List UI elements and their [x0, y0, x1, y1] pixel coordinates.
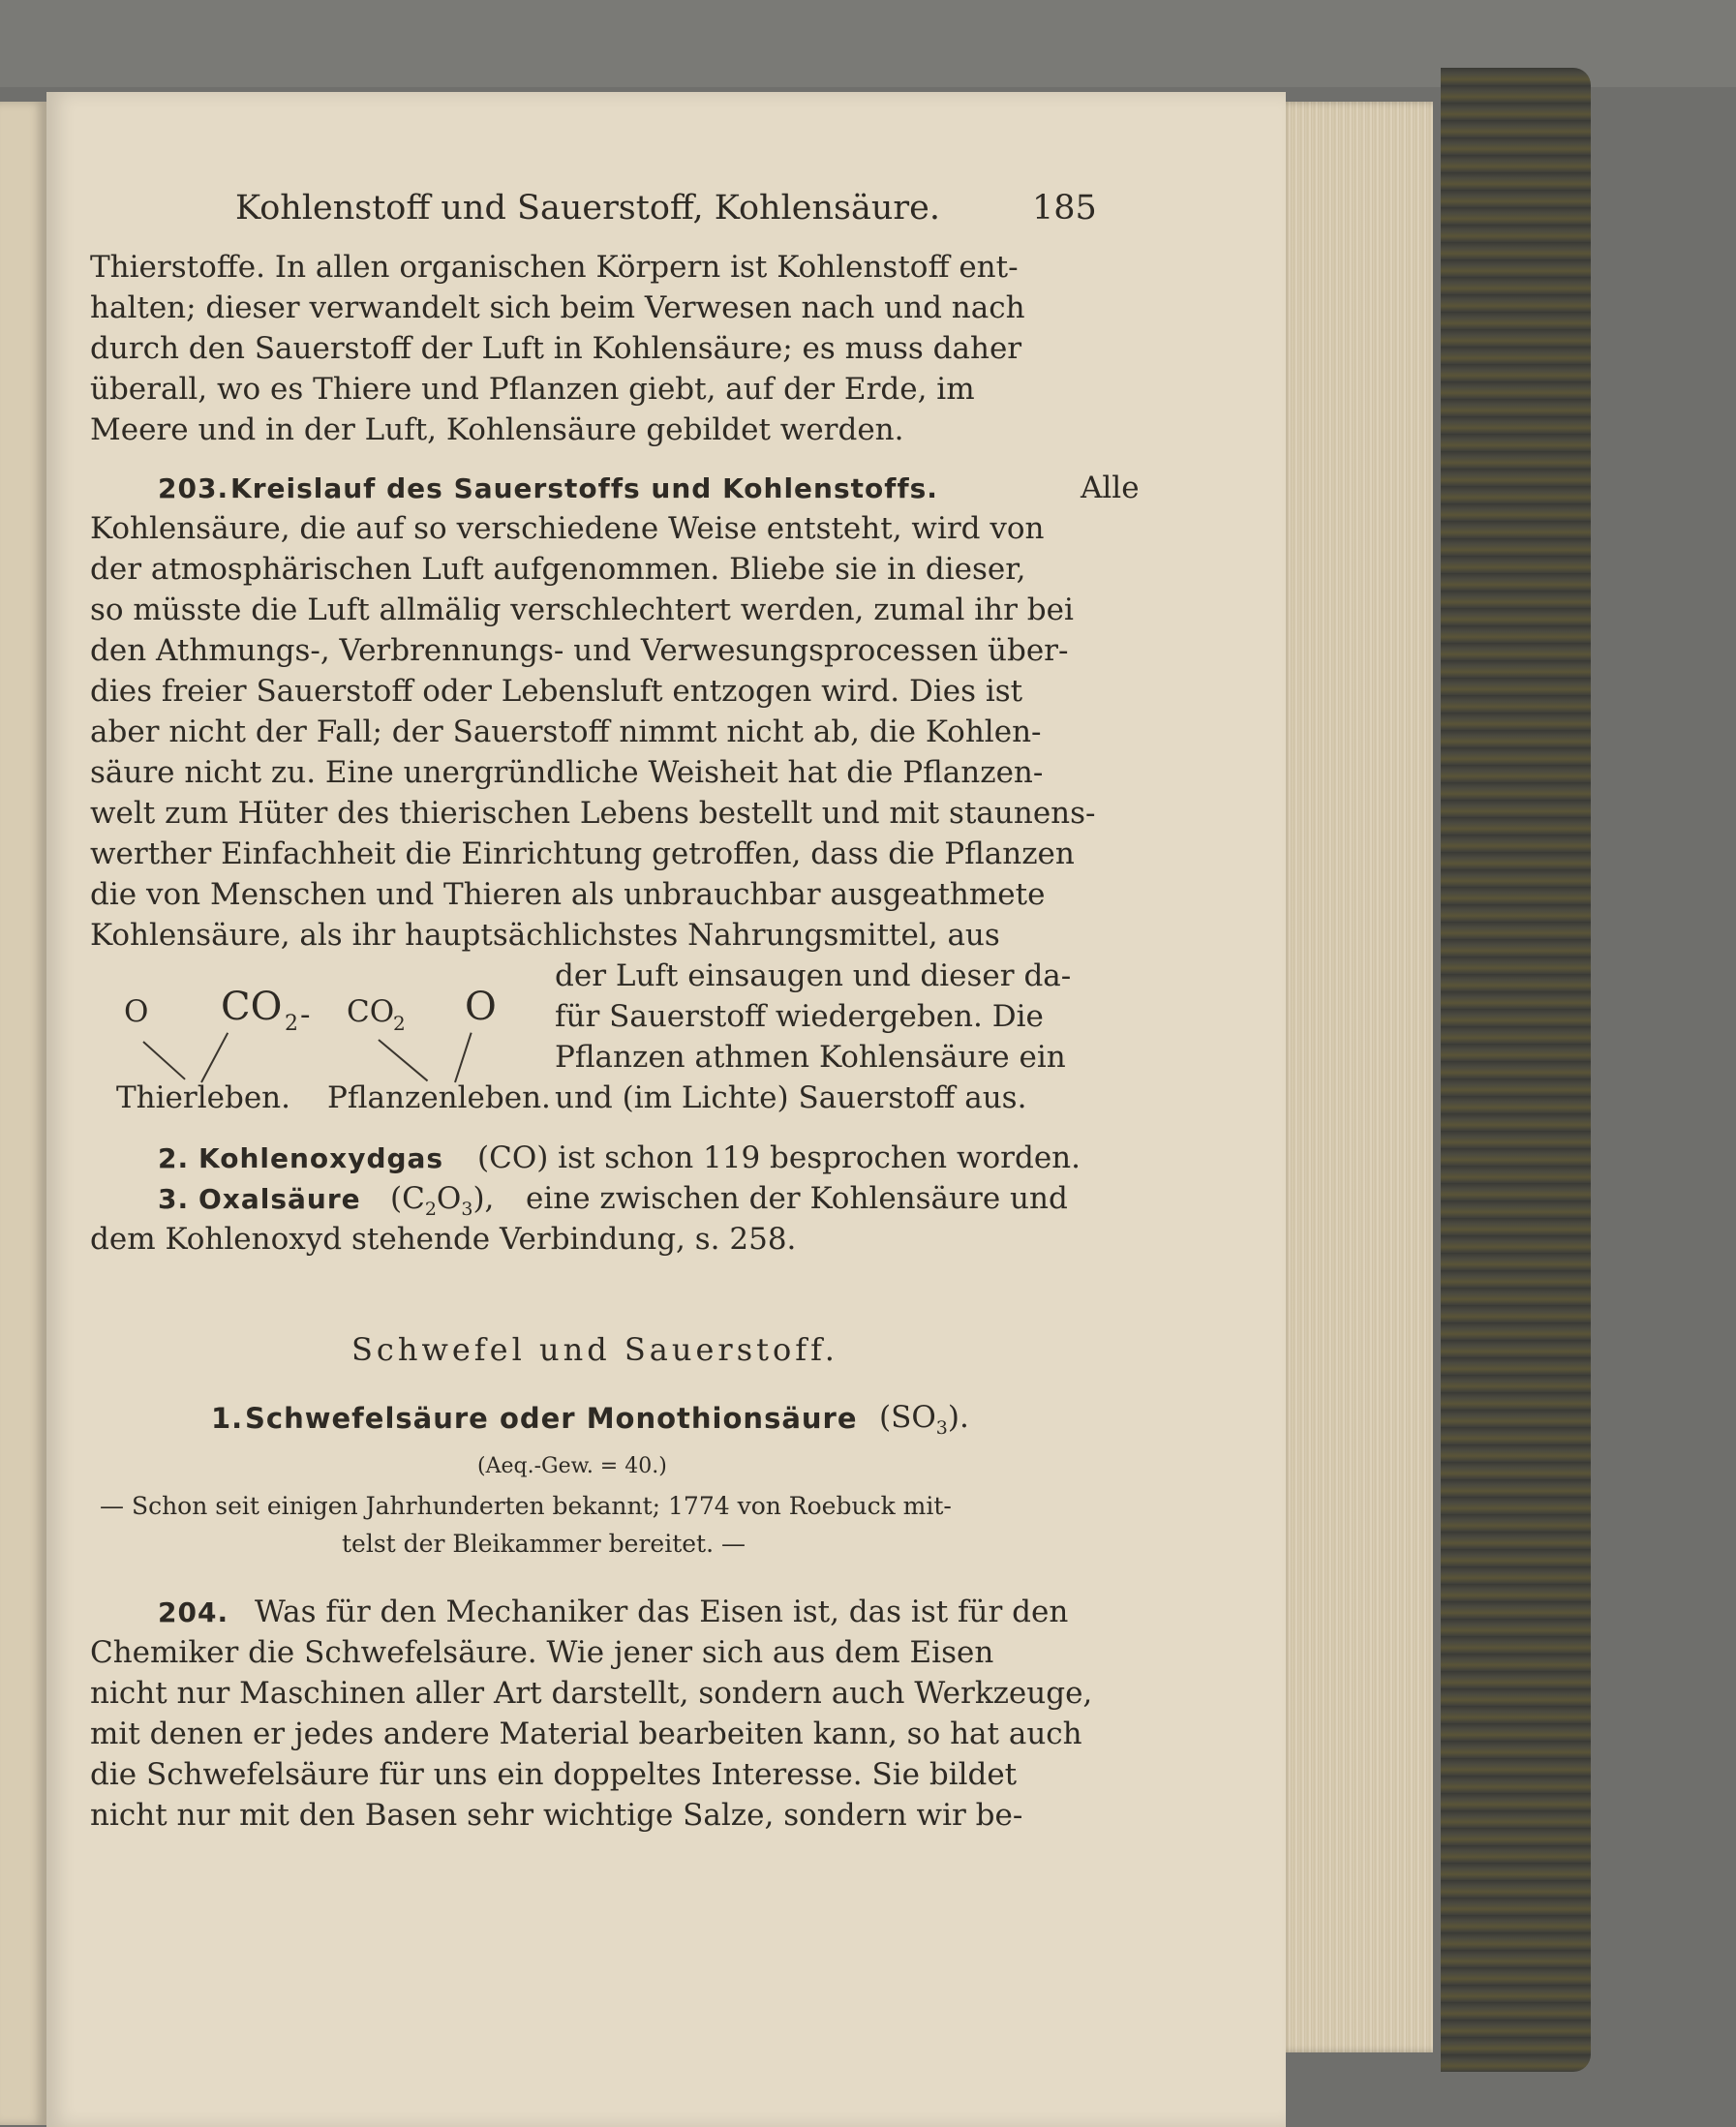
formula-sub: 3 [461, 1199, 473, 1221]
formula-sub: 2 [424, 1199, 437, 1221]
formula-part: (C [390, 1181, 425, 1216]
section-number: 204. [158, 1596, 229, 1628]
history-note: — Schon seit einigen Jahrhunderten bekannt; 1774 von Roebuck mit- [100, 1492, 952, 1520]
diagram-o-left: O [124, 994, 149, 1029]
text-line: dies freier Sauerstoff oder Lebensluft entzogen wird. Dies ist [90, 674, 1023, 709]
text-line: den Athmungs-, Verbrennungs- und Verwesungsprocessen über- [90, 633, 1069, 668]
text-line: die Schwefelsäure für uns ein doppeltes Interesse. Sie bildet [90, 1757, 1018, 1792]
text-line: Pflanzen athmen Kohlensäure ein [555, 1040, 1066, 1075]
text-line: so müsste die Luft allmälig verschlechtert werden, zumal ihr bei [90, 593, 1074, 627]
text-line: (CO) ist schon 119 besprochen worden. [477, 1140, 1081, 1175]
diagram-co2-big: CO [221, 985, 283, 1029]
page-number: 185 [1032, 189, 1097, 228]
text-line: mit denen er jedes andere Material bearbeiten kann, so hat auch [90, 1717, 1082, 1751]
text-line: eine zwischen der Kohlensäure und [526, 1181, 1068, 1216]
item-name: Kohlenoxydgas [198, 1142, 444, 1174]
arrow-line [454, 1032, 472, 1082]
formula-sub: 3 [935, 1417, 948, 1440]
arrow-line [200, 1032, 228, 1082]
diagram-sub-small: 2 [393, 1012, 406, 1035]
section-number: 203. [158, 472, 229, 504]
text-line: Alle [1081, 471, 1140, 505]
equivalent-weight: (Aeq.-Gew. = 40.) [477, 1454, 667, 1478]
formula-part: ), [472, 1181, 495, 1216]
diagram-co2-small: CO [347, 994, 395, 1029]
text-line: werther Einfachheit die Einrichtung getroffen, dass die Pflanzen [90, 836, 1075, 871]
diagram-o-right: O [465, 985, 497, 1029]
text-line: Kohlensäure, die auf so verschiedene Weise entsteht, wird von [90, 511, 1045, 546]
text-line: durch den Sauerstoff der Luft in Kohlensäure; es muss daher [90, 331, 1022, 366]
text-line: der Luft einsaugen und dieser da- [555, 958, 1072, 993]
text-line: halten; dieser verwandelt sich beim Verwesen nach und nach [90, 290, 1025, 325]
history-note: telst der Bleikammer bereitet. — [342, 1530, 746, 1558]
text-line: welt zum Hüter des thierischen Lebens bestellt und mit staunens- [90, 796, 1096, 831]
diagram-label-left: Thierleben. [116, 1080, 290, 1115]
page-edges [1278, 102, 1433, 2052]
text-line: überall, wo es Thiere und Pflanzen giebt, auf der Erde, im [90, 372, 975, 407]
sulfuric-formula [879, 1400, 969, 1439]
text-line: Chemiker die Schwefelsäure. Wie jener sich aus dem Eisen [90, 1635, 994, 1670]
text-line: Thierstoffe. In allen organischen Körpern ist Kohlenstoff ent- [90, 250, 1019, 285]
book-spine [1441, 68, 1591, 2072]
section-title: Schwefel und Sauerstoff. [351, 1331, 838, 1368]
subsection-number: 1. [211, 1402, 244, 1435]
arrow-line [378, 1039, 428, 1081]
text-line: die von Menschen und Thieren als unbrauchbar ausgeathmete [90, 877, 1046, 912]
text-line: nicht nur mit den Basen sehr wichtige Salze, sondern wir be- [90, 1798, 1023, 1833]
formula-part: (SO [879, 1400, 936, 1435]
diagram-dash: - [300, 997, 311, 1032]
text-line: säure nicht zu. Eine unergründliche Weisheit hat die Pflanzen- [90, 755, 1044, 790]
book-page [46, 92, 1286, 2127]
text-line: Meere und in der Luft, Kohlensäure gebildet werden. [90, 412, 904, 447]
formula-part: ). [947, 1400, 969, 1435]
subsection-title: Schwefelsäure oder Monothionsäure [245, 1402, 858, 1435]
diagram-label-right: Pflanzenleben. [327, 1080, 551, 1115]
oxalic-formula [390, 1181, 494, 1220]
arrow-line [142, 1041, 185, 1079]
text-line: dem Kohlenoxyd stehende Verbindung, s. 258. [90, 1222, 797, 1257]
running-title: Kohlenstoff und Sauerstoff, Kohlensäure. [235, 189, 940, 228]
text-line: und (im Lichte) Sauerstoff aus. [555, 1080, 1027, 1115]
formula-part: O [436, 1181, 462, 1216]
item-number: 2. [158, 1142, 190, 1174]
facing-page-edge [0, 102, 46, 2125]
section-heading: Kreislauf des Sauerstoffs und Kohlenstoffs. [230, 472, 938, 504]
text-line: der atmosphärischen Luft aufgenommen. Bliebe sie in dieser, [90, 552, 1026, 587]
item-name: Oxalsäure [198, 1183, 361, 1215]
text-line: Kohlensäure, als ihr hauptsächlichstes Nahrungsmittel, aus [90, 918, 1000, 953]
text-line: nicht nur Maschinen aller Art darstellt, sondern auch Werkzeuge, [90, 1676, 1093, 1711]
text-line: Was für den Mechaniker das Eisen ist, das ist für den [255, 1595, 1069, 1629]
diagram-sub-big: 2 [285, 1012, 298, 1036]
item-number: 3. [158, 1183, 190, 1215]
text-line: aber nicht der Fall; der Sauerstoff nimmt nicht ab, die Kohlen- [90, 714, 1042, 749]
text-line: für Sauerstoff wiedergeben. Die [555, 999, 1044, 1034]
